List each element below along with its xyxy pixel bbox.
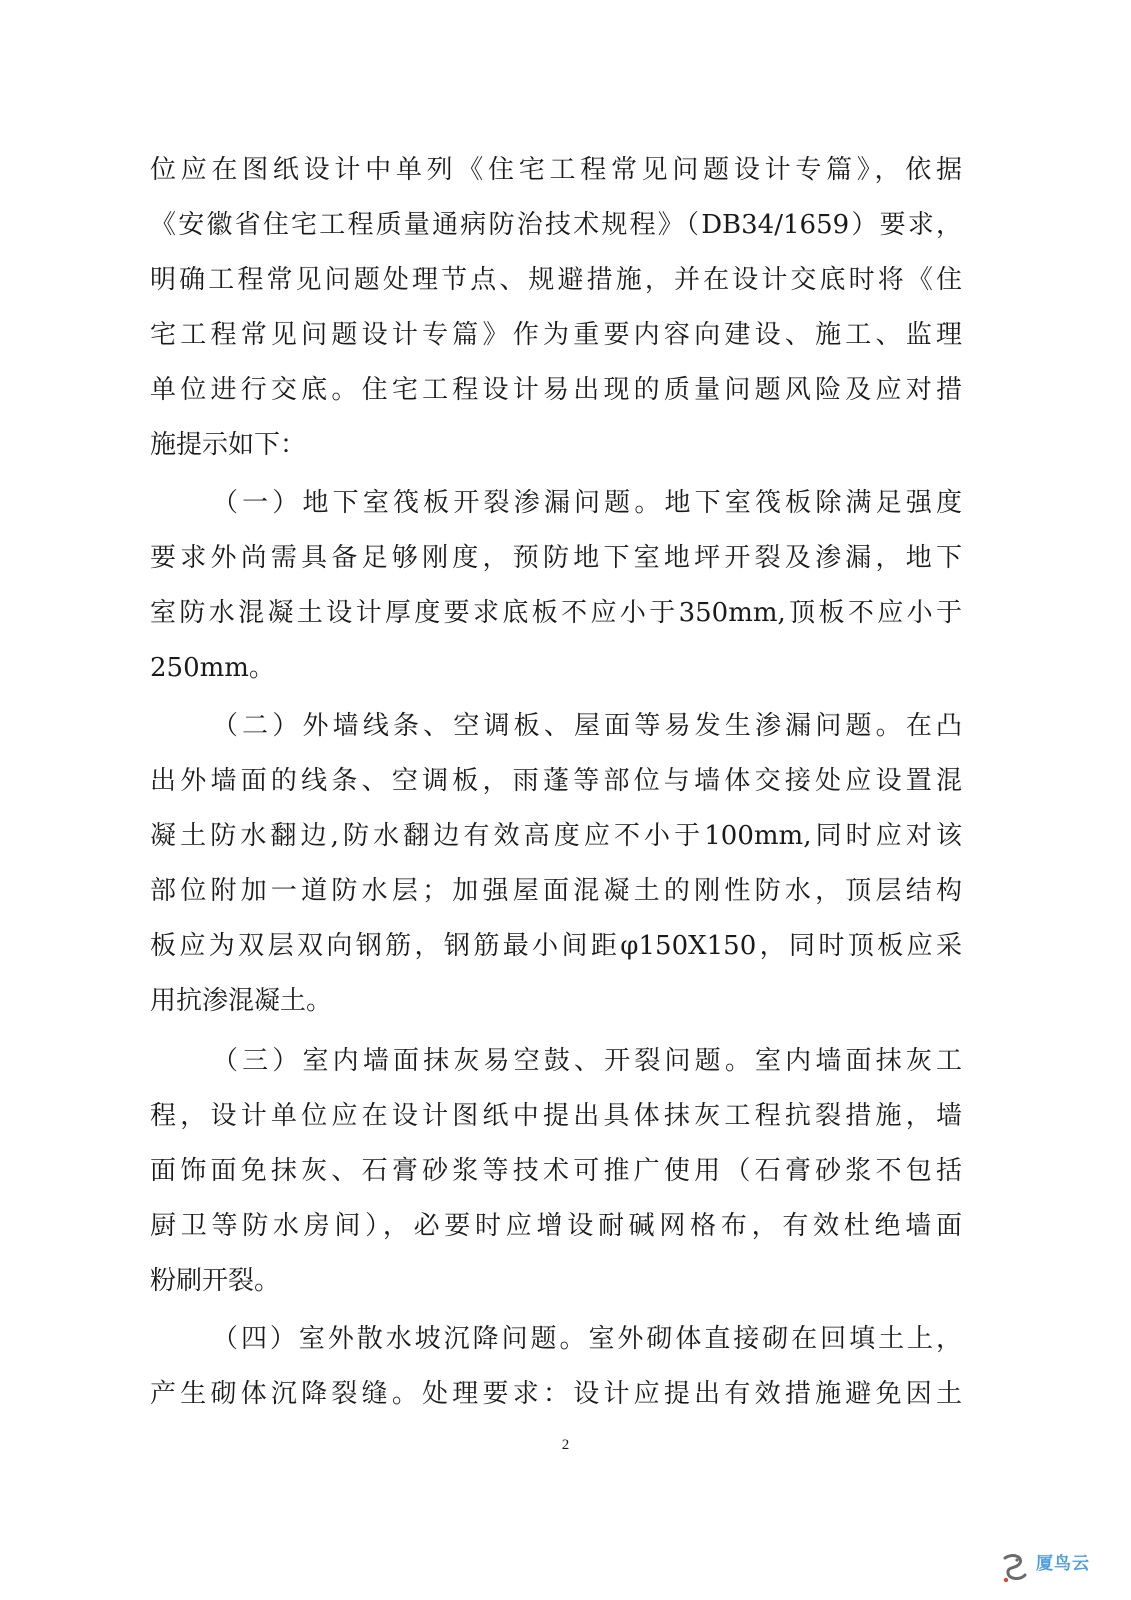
text-line: 《安徽省住宅工程质量通病防治技术规程》（DB34/1659）要求， [150,210,962,240]
watermark-name: 厦鸟云 [1036,1554,1090,1574]
paragraph-heading-line: （三）室内墙面抹灰易空鼓、开裂问题。室内墙面抹灰工 [212,1046,962,1076]
text-line: 部位附加一道防水层；加强屋面混凝土的刚性防水，顶层结构 [150,876,962,906]
paragraph-heading-line: （四）室外散水坡沉降问题。室外砌体直接砌在回填土上， [212,1324,962,1354]
text-line: 出外墙面的线条、空调板，雨蓬等部位与墙体交接处应设置混 [150,766,962,796]
text-line: 用抗渗混凝土。 [150,986,333,1016]
page-number: 2 [561,1437,570,1453]
text-line: 单位进行交底。住宅工程设计易出现的质量问题风险及应对措 [150,375,962,405]
text-line: 宅工程常见问题设计专篇》作为重要内容向建设、施工、监理 [150,320,962,350]
text-line: 位应在图纸设计中单列《住宅工程常见问题设计专篇》，依据 [150,155,962,185]
text-line: 250mm。 [150,653,275,683]
text-line: 明确工程常见问题处理节点、规避措施，并在设计交底时将《住 [150,265,962,295]
text-line: 面饰面免抹灰、石膏砂浆等技术可推广使用（石膏砂浆不包括 [150,1156,962,1186]
text-line: 产生砌体沉降裂缝。处理要求：设计应提出有效措施避免因土 [150,1379,962,1409]
watermark [996,1546,1116,1590]
text-line: 凝土防水翻边,防水翻边有效高度应不小于100mm,同时应对该 [150,821,962,851]
bird-logo-icon [996,1550,1032,1586]
text-line: 要求外尚需具备足够刚度，预防地下室地坪开裂及渗漏，地下 [150,543,962,573]
paragraph-heading-line: （一）地下室筏板开裂渗漏问题。地下室筏板除满足强度 [212,488,962,518]
text-line: 板应为双层双向钢筋，钢筋最小间距φ150X150，同时顶板应采 [150,931,962,961]
text-line: 粉刷开裂。 [150,1266,281,1296]
text-line: 程，设计单位应在设计图纸中提出具体抹灰工程抗裂措施，墙 [150,1101,962,1131]
paragraph-heading-line: （二）外墙线条、空调板、屋面等易发生渗漏问题。在凸 [212,711,962,741]
text-line: 厨卫等防水房间），必要时应增设耐碱网格布，有效杜绝墙面 [150,1211,962,1241]
text-line: 施提示如下： [150,430,307,460]
text-line: 室防水混凝土设计厚度要求底板不应小于350mm,顶板不应小于 [150,598,962,628]
